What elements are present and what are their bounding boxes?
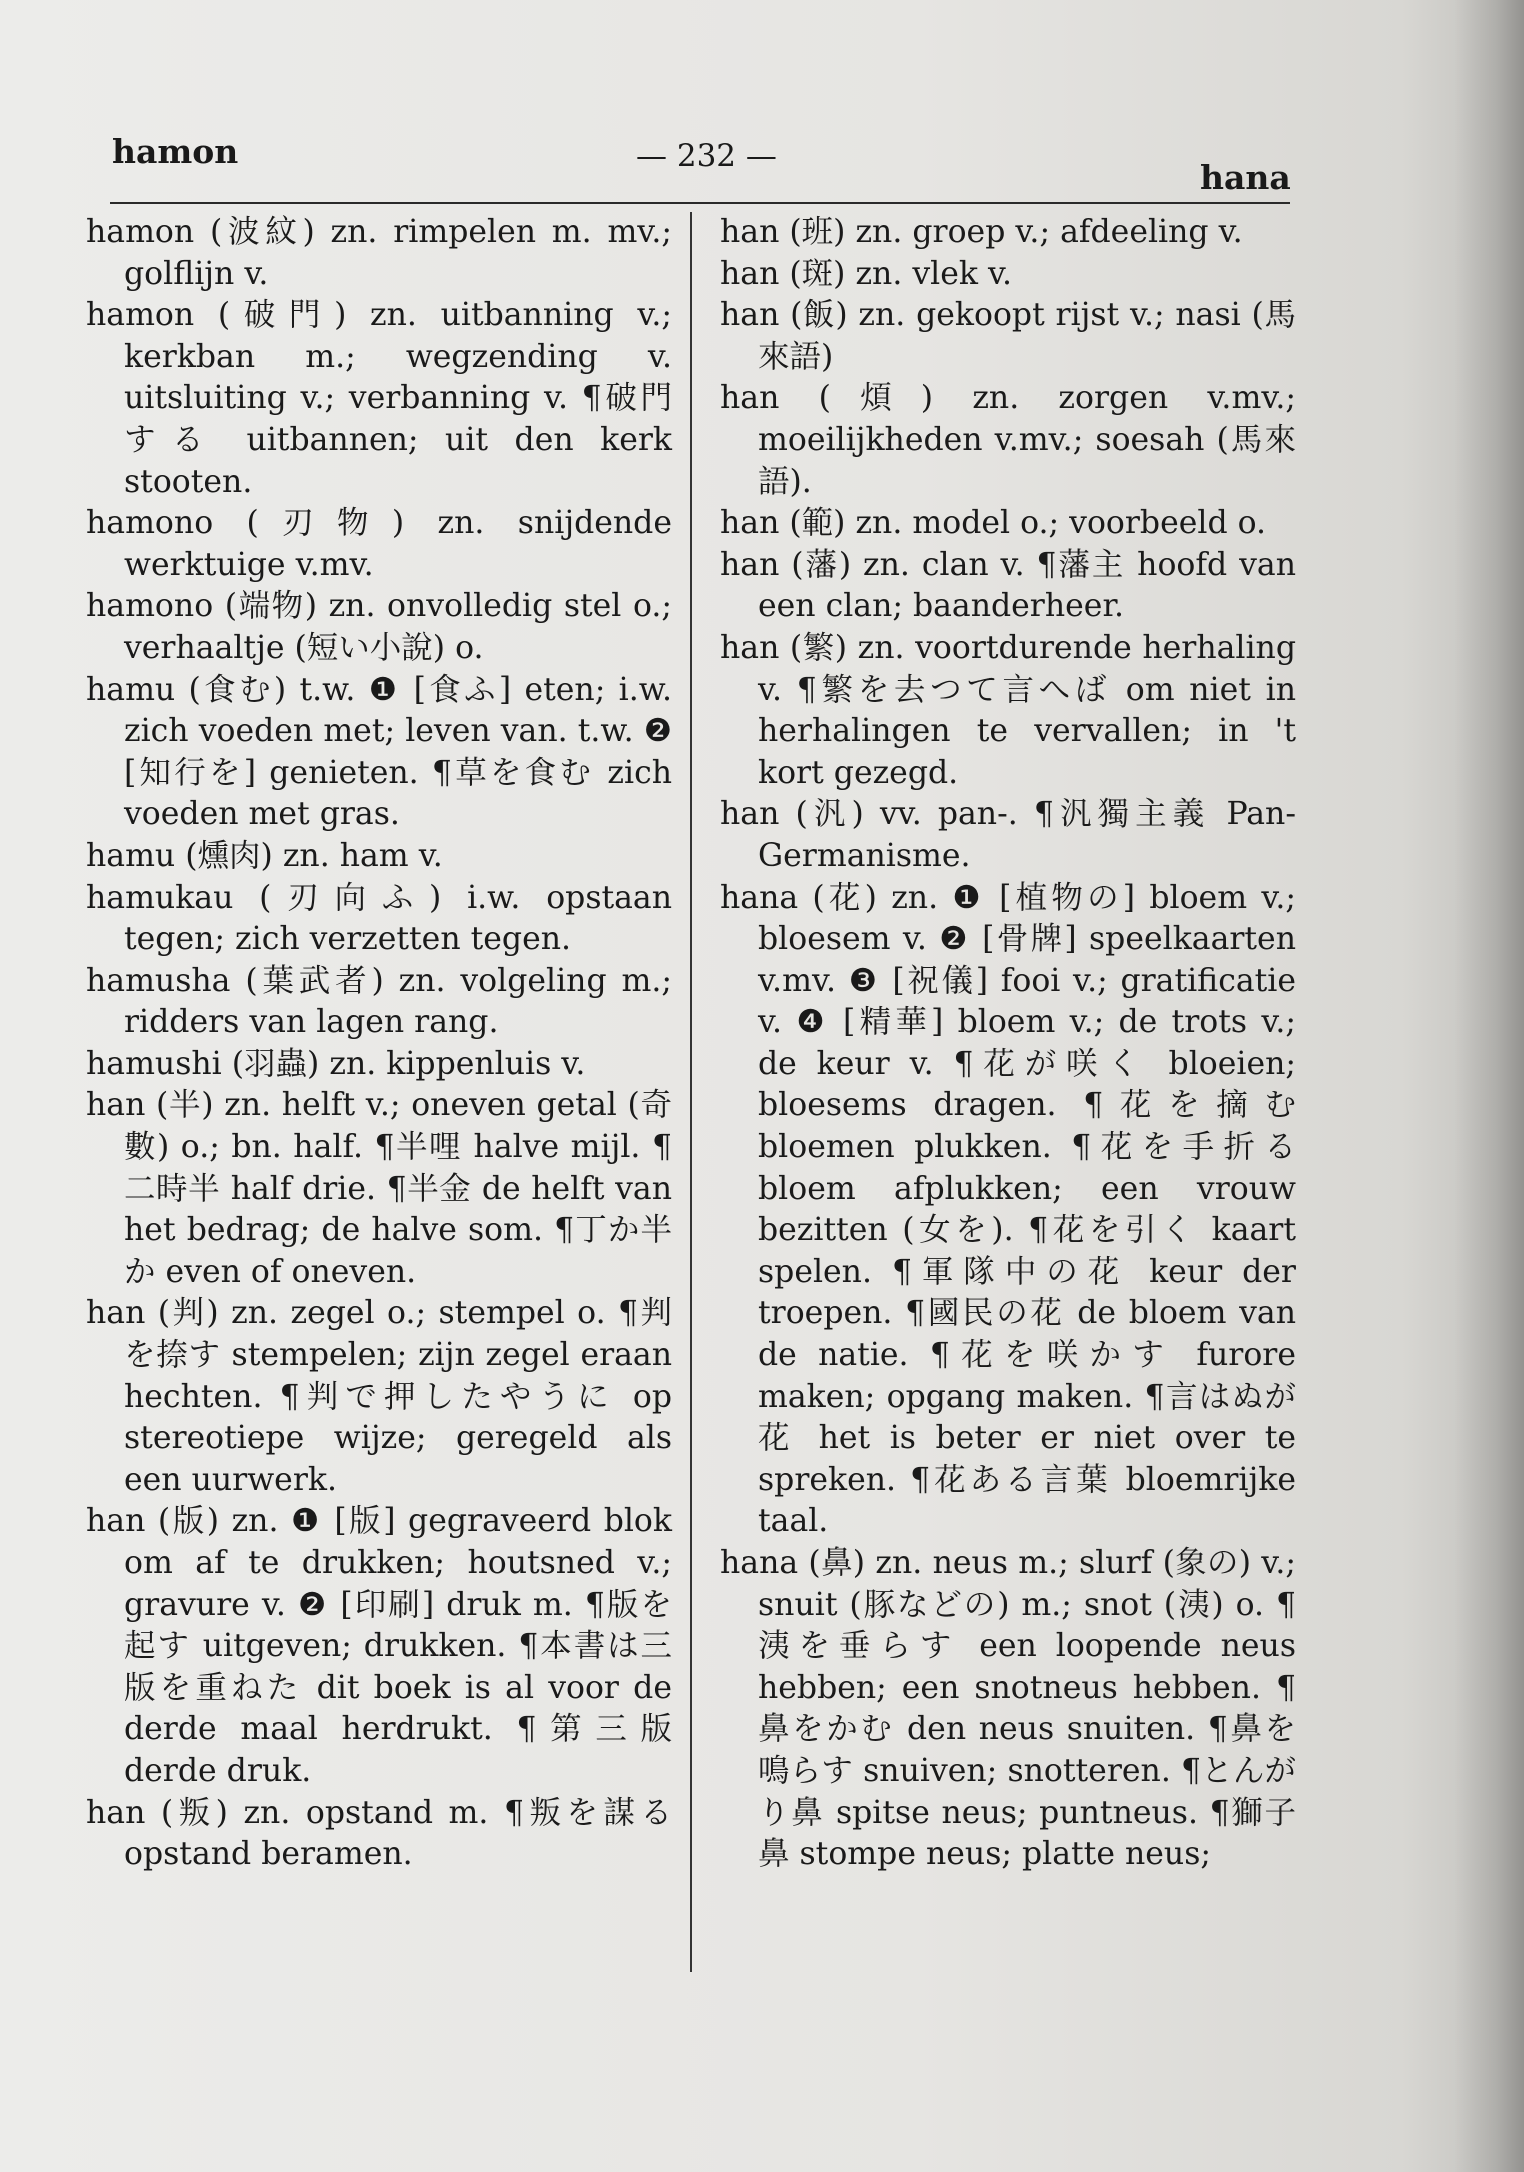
running-head-left: hamon (112, 132, 239, 171)
dictionary-entry: hana (花) zn. ❶ [植物の] bloem v.; bloesem v. ❷ [骨牌] speelkaarten v.mv. ❸ [祝儀] fooi v.; gratificatie v. ❹ [精華] bloem v.; de trots v.; de keur v. ¶花が咲く bloeien; bloesems dragen. ¶花を摘む bloemen plukken. ¶花を手折る bloem afplukken; een vrouw bezitten (女を). ¶花を引く kaart spelen. ¶軍隊中の花 keur der troepen. ¶國民の花 de bloem van de natie. ¶花を咲かす furore maken; opgang maken. ¶言はぬが花 het is beter er niet over te spreken. ¶花ある言葉 bloemrijke taal. (720, 879, 1296, 1540)
dictionary-entry: hamon (波紋) zn. rimpelen m. mv.; golflijn v. (86, 214, 672, 292)
page-number: — 232 — (636, 138, 777, 174)
dictionary-entry: hamono (端物) zn. onvolledig stel o.; verhaaltje (短い小說) o. (86, 588, 672, 666)
dictionary-entry: hamu (食む) t.w. ❶ [食ふ] eten; i.w. zich voeden met; leven van. t.w. ❷ [知行を] genieten. ¶草を食む zich voeden met gras. (86, 671, 672, 833)
spine-shadow (1454, 0, 1524, 2172)
dictionary-entry: han (汎) vv. pan-. ¶汎獨主義 Pan-Germanisme. (720, 796, 1296, 874)
running-head-right: hana (1200, 158, 1291, 197)
dictionary-entry: hamushi (羽蟲) zn. kippenluis v. (86, 1045, 586, 1082)
dictionary-entry: han (版) zn. ❶ [版] gegraveerd blok om af te drukken; houtsned v.; gravure v. ❷ [印刷] druk m. ¶版を起す uitgeven; drukken. ¶本書は三版を重ねた dit boek is al voor de derde maal herdrukt. ¶第三版 derde druk. (86, 1503, 672, 1789)
dictionary-entry: han (班) zn. groep v.; afdeeling v. (720, 214, 1243, 250)
dictionary-entry: han (範) zn. model o.; voorbeeld o. (720, 505, 1267, 542)
left-column (86, 212, 672, 1876)
header-rule (110, 202, 1290, 204)
dictionary-entry: hana (鼻) zn. neus m.; slurf (象の) v.; snuit (豚などの) m.; snot (洟) o. ¶洟を垂らす een loopende neus hebben; een snotneus hebben. ¶鼻をかむ den neus snuiten. ¶鼻を鳴らす snuiven; snotteren. ¶とんがり鼻 spitse neus; puntneus. ¶獅子鼻 stompe neus; platte neus; (720, 1545, 1296, 1873)
dictionary-entry: hamusha (葉武者) zn. volgeling m.; ridders van lagen rang. (86, 962, 672, 1041)
right-column (720, 212, 1296, 1876)
column-divider (690, 212, 692, 1972)
dictionary-entry: han (藩) zn. clan v. ¶藩主 hoofd van een clan; baanderheer. (720, 546, 1296, 625)
dictionary-entry: han (斑) zn. vlek v. (720, 255, 1013, 292)
dictionary-entry: han (判) zn. zegel o.; stempel o. ¶判を捺す stempelen; zijn zegel eraan hechten. ¶判で押したやうに op stereotiepe wijze; geregeld als een uurwerk. (86, 1295, 672, 1498)
dictionary-entry: hamu (燻肉) zn. ham v. (86, 837, 443, 874)
dictionary-entry: hamono (刃物) zn. snijdende werktuige v.mv. (86, 505, 672, 583)
dictionary-entry: han (繁) zn. voortdurende herhaling v. ¶繁を去つて言へば om niet in herhalingen te vervallen; in 't kort gezegd. (720, 629, 1296, 791)
dictionary-entry: han (半) zn. helft v.; oneven getal (奇數) o.; bn. half. ¶半哩 halve mijl. ¶二時半 half drie. ¶半金 de helft van het bedrag; de halve som. ¶丁か半か even of oneven. (86, 1087, 672, 1290)
dictionary-entry: han (煩) zn. zorgen v.mv.; moeilijkheden v.mv.; soesah (馬來語). (720, 380, 1296, 500)
dictionary-entry: hamukau (刃向ふ) i.w. opstaan tegen; zich verzetten tegen. (86, 879, 672, 958)
dictionary-entry: hamon (破門) zn. uitbanning v.; kerkban m.; wegzending v. uitsluiting v.; verbanning v. ¶破門する uitbannen; uit den kerk stooten. (86, 297, 672, 500)
dictionary-entry: han (叛) zn. opstand m. ¶叛を謀る opstand beramen. (86, 1794, 672, 1873)
dictionary-entry: han (飯) zn. gekoopt rijst v.; nasi (馬來語) (720, 297, 1296, 375)
